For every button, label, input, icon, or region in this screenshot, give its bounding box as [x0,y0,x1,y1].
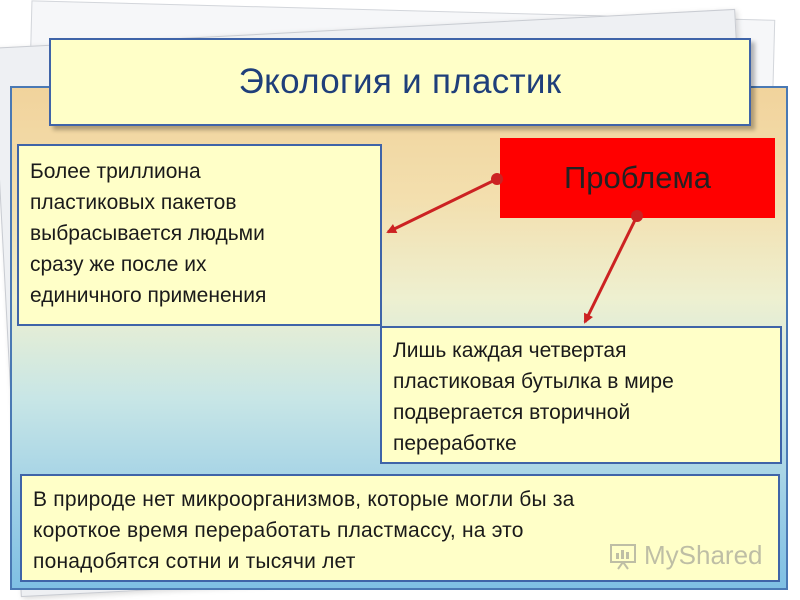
text-line: выбрасывается людьми [30,222,265,245]
text-line: Более триллиона [30,160,201,183]
plastic-bags-box [17,144,382,326]
plastic-bottle-box [380,326,782,464]
text-line: переработке [393,432,517,455]
text-line: Лишь каждая четвертая [393,339,627,362]
problem-label: Проблема [563,160,711,195]
slide-title: Экология и пластик [238,62,562,101]
text-line: В природе нет микроорганизмов, которые могли бы за [33,488,575,511]
text-line: подвергается вторичной [393,401,631,424]
text-line: понадобятся сотни и тысячи лет [33,550,356,573]
problem-box [500,138,775,218]
text-line: пластиковая бутылка в мире [393,370,674,393]
presentation-board-icon [608,541,638,571]
text-line: сразу же после их [30,253,207,276]
title-box [49,38,751,126]
text-line: пластиковых пакетов [30,191,237,214]
watermark [608,540,763,571]
text-line: короткое время переработать пластмассу, на это [33,519,524,542]
watermark-text: MyShared [644,540,763,570]
text-line: единичного применения [30,284,267,307]
